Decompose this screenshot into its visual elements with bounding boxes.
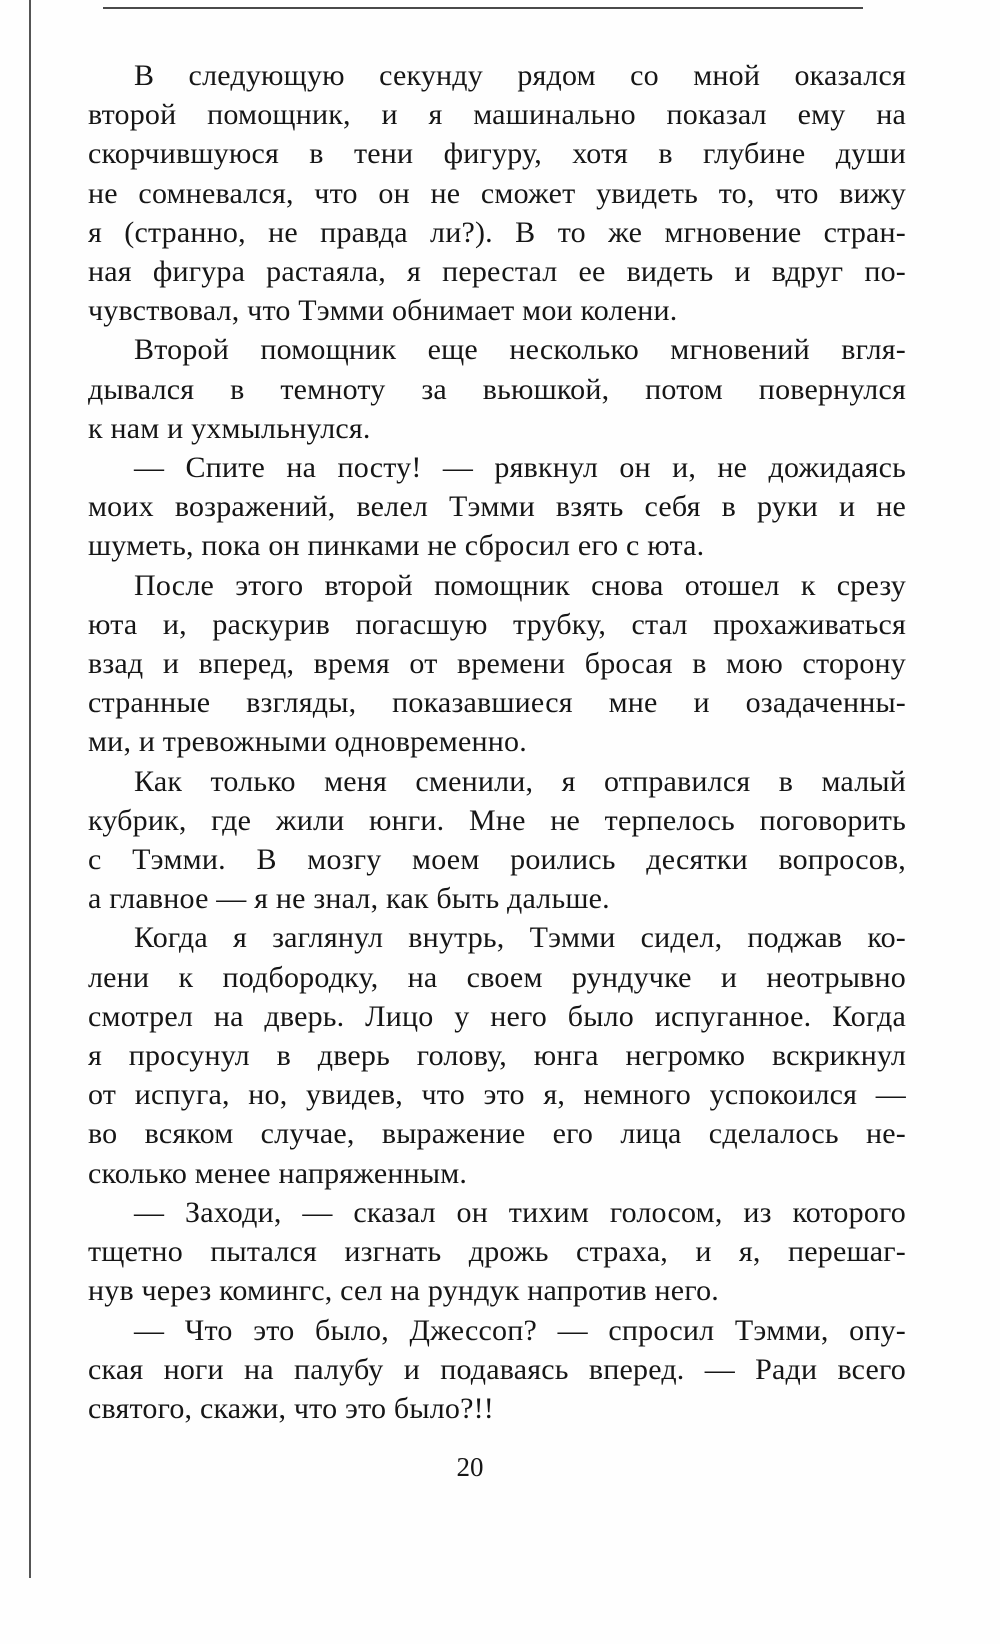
text-line: скорчившуюся в тени фигуру, хотя в глубине души: [88, 137, 906, 171]
text-line: второй помощник, и я машинально показал ему на: [88, 98, 906, 132]
page-border-left: [29, 0, 31, 1578]
text-line: моих возражений, велел Тэмми взять себя в руки и не: [88, 490, 906, 524]
text-line: ская ноги на палубу и подаваясь вперед. — Ради всего: [88, 1352, 906, 1386]
text-line: нув через комингс, сел на рундук напротив него.: [88, 1274, 719, 1308]
text-line: к нам и ухмыльнулся.: [88, 411, 371, 445]
text-line: от испуга, но, увидев, что это я, немного успокоился —: [88, 1078, 906, 1112]
text-line: тщетно пытался изгнать дрожь страха, и я, перешаг-: [88, 1235, 906, 1269]
text-line: В следующую секунду рядом со мной оказался: [134, 59, 906, 92]
text-line: сколько менее напряженным.: [88, 1156, 468, 1190]
text-line: взад и вперед, время от времени бросая в мою сторону: [88, 647, 906, 681]
text-line: дывался в темноту за вьюшкой, потом повернулся: [88, 372, 906, 406]
text-line: чувствовал, что Тэмми обнимает мои колени.: [88, 294, 678, 328]
text-line: я (странно, не правда ли?). В то же мгновение стран-: [88, 215, 906, 249]
text-line: я просунул в дверь голову, юнга негромко вскрикнул: [88, 1039, 906, 1073]
page-number: 20: [456, 1452, 484, 1482]
text-line: ми, и тревожными одновременно.: [88, 725, 527, 759]
page-border-top: [103, 7, 863, 9]
text-line: юта и, раскурив погасшую трубку, стал прохаживаться: [88, 607, 906, 641]
text-line: шуметь, пока он пинками не сбросил его с юта.: [88, 529, 705, 563]
text-line: не сомневался, что он не сможет увидеть то, что вижу: [88, 176, 906, 210]
text-line: с Тэмми. В мозгу моем роились десятки вопросов,: [88, 843, 906, 877]
text-line: лени к подбородку, на своем рундучке и неотрывно: [88, 960, 906, 994]
text-line: святого, скажи, что это было?!!: [88, 1391, 494, 1425]
text-line: ная фигура растаяла, я перестал ее видеть и вдруг по-: [88, 255, 906, 289]
text-line: во всяком случае, выражение его лица сделалось не-: [88, 1117, 906, 1151]
text-block: [88, 56, 906, 1428]
text-line: смотрел на дверь. Лицо у него было испуганное. Когда: [88, 999, 906, 1033]
text-line: кубрик, где жили юнги. Мне не терпелось поговорить: [88, 803, 906, 837]
text-line: — Спите на посту! — рявкнул он и, не дожидаясь: [134, 451, 906, 485]
text-line: Когда я заглянул внутрь, Тэмми сидел, поджав ко-: [134, 921, 906, 955]
text-line: — Заходи, — сказал он тихим голосом, из которого: [134, 1195, 906, 1229]
text-line: Второй помощник еще несколько мгновений вгля-: [134, 333, 906, 367]
text-line: а главное — я не знал, как быть дальше.: [88, 882, 610, 916]
text-line: — Что это было, Джессоп? — спросил Тэмми, опу-: [134, 1313, 906, 1347]
text-line: странные взгляды, показавшиеся мне и озадаченны-: [88, 686, 906, 720]
text-line: После этого второй помощник снова отошел к срезу: [134, 568, 906, 602]
text-line: Как только меня сменили, я отправился в малый: [134, 764, 906, 798]
